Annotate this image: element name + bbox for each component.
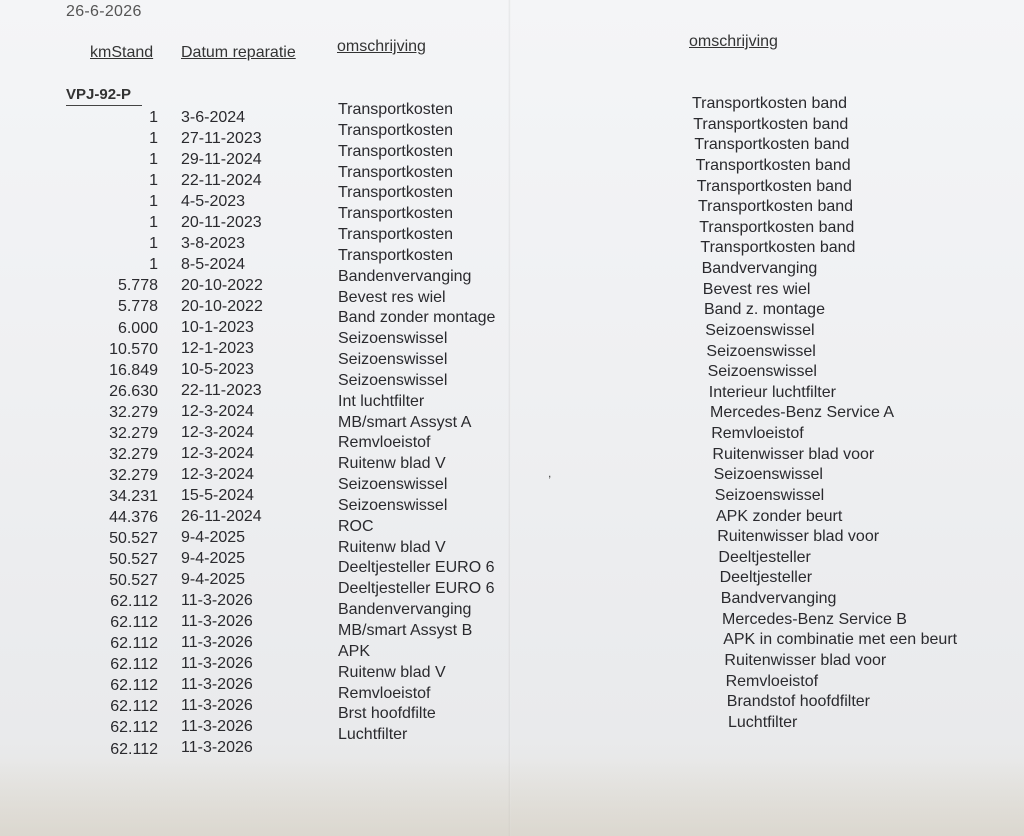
row-km: 62.112 [110, 698, 158, 716]
row-date: 9-4-2025 [181, 549, 246, 567]
row-date: 10-1-2023 [181, 318, 254, 336]
row-desc-long: Transportkosten band [700, 239, 856, 257]
row-km: 32.279 [109, 403, 158, 421]
header-omschrijving-long: omschrijving [689, 33, 778, 50]
row-km: 1 [149, 151, 158, 169]
header-kmstand: kmStand [90, 44, 154, 61]
row-date: 10-5-2023 [181, 360, 254, 378]
row-desc-short: Transportkosten [338, 101, 454, 118]
row-desc-long: Transportkosten band [698, 198, 854, 216]
row-date: 20-10-2022 [181, 276, 263, 294]
row-date: 9-4-2025 [181, 570, 246, 588]
print-date: 26-6-2026 [66, 3, 142, 20]
row-desc-short: Bandenvervanging [338, 267, 472, 285]
row-date: 22-11-2024 [181, 171, 262, 189]
header-omschrijving-short: omschrijving [337, 38, 426, 55]
row-date: 20-11-2023 [181, 213, 262, 231]
row-date: 4-5-2023 [181, 192, 246, 210]
row-km: 10.570 [109, 340, 158, 358]
row-desc-long: Mercedes-Benz Service B [722, 610, 907, 628]
row-km: 44.376 [109, 508, 158, 526]
row-desc-long: Transportkosten band [694, 136, 850, 154]
row-km: 6.000 [117, 319, 158, 337]
row-desc-long: Seizoenswissel [714, 486, 825, 504]
row-km: 1 [149, 256, 158, 274]
row-date: 11-3-2026 [181, 633, 253, 651]
row-date: 29-11-2024 [181, 150, 262, 168]
row-desc-short: Int luchtfilter [338, 392, 425, 410]
row-desc-long: Mercedes-Benz Service A [710, 404, 895, 422]
row-desc-long: Seizoenswissel [713, 466, 823, 484]
row-km: 62.112 [110, 677, 158, 695]
row-date: 11-3-2026 [181, 654, 253, 672]
row-desc-short: Bandenvervanging [338, 601, 472, 619]
row-desc-short: Deeltjesteller EURO 6 [338, 559, 495, 577]
row-desc-long: Transportkosten band [692, 95, 848, 112]
row-desc-short: Ruitenw blad V [338, 455, 446, 473]
row-km: 50.527 [109, 530, 158, 547]
row-desc-short: Brst hoofdfilte [338, 705, 436, 723]
row-date: 11-3-2026 [181, 591, 253, 609]
row-desc-long: Luchtfilter [728, 713, 798, 731]
row-date: 8-5-2024 [181, 255, 246, 273]
row-km: 62.112 [110, 740, 158, 758]
row-desc-short: Transportkosten [338, 226, 454, 244]
row-km: 1 [149, 214, 158, 232]
row-desc-short: Seizoenswissel [338, 371, 448, 389]
row-date: 20-10-2022 [181, 297, 263, 315]
license-plate: VPJ-92-P [66, 86, 142, 106]
row-date: 26-11-2024 [181, 507, 262, 525]
row-desc-long: Deeltjesteller [718, 548, 811, 566]
row-desc-short: APK [338, 642, 371, 660]
row-desc-long: Deeltjesteller [719, 569, 813, 587]
row-date: 15-5-2024 [181, 486, 254, 504]
row-desc-long: Remvloeistof [725, 672, 819, 690]
row-desc-long: Bandvervanging [720, 590, 837, 608]
row-desc-long: Transportkosten band [699, 218, 855, 236]
row-desc-short: ROC [338, 517, 374, 535]
header-datum-reparatie: Datum reparatie [181, 44, 296, 61]
row-date: 3-6-2024 [181, 109, 246, 126]
row-desc-short: Luchtfilter [338, 726, 408, 744]
row-date: 27-11-2023 [181, 129, 262, 147]
row-km: 32.279 [109, 466, 158, 484]
row-km: 26.630 [109, 382, 158, 400]
row-desc-short: Seizoenswissel [338, 476, 448, 494]
row-date: 11-3-2026 [181, 717, 253, 735]
row-km: 62.112 [110, 656, 158, 674]
row-km: 62.112 [110, 719, 158, 737]
row-date: 12-3-2024 [181, 423, 254, 441]
row-km: 1 [149, 172, 158, 190]
row-desc-long: Transportkosten band [695, 156, 851, 174]
row-desc-short: Transportkosten [338, 246, 454, 264]
row-desc-long: Ruitenwisser blad voor [724, 652, 887, 669]
row-desc-long: Ruitenwisser blad voor [712, 445, 875, 463]
row-desc-long: Bandvervanging [701, 260, 818, 278]
row-desc-short: Band zonder montage [338, 309, 496, 327]
row-desc-short: MB/smart Assyst A [338, 413, 472, 431]
row-date: 9-4-2025 [181, 528, 246, 546]
row-desc-short: Transportkosten [338, 163, 454, 181]
row-desc-long: Transportkosten band [696, 177, 852, 195]
row-date: 22-11-2023 [181, 381, 262, 399]
row-desc-short: Seizoenswissel [338, 496, 448, 514]
row-desc-long: Remvloeistof [711, 425, 804, 443]
row-km: 1 [149, 109, 158, 126]
row-desc-short: Transportkosten [338, 205, 454, 223]
row-desc-long: APK in combinatie met een beurt [723, 631, 958, 649]
row-date: 11-3-2026 [181, 696, 253, 714]
row-desc-long: Ruitenwisser blad voor [717, 528, 880, 546]
row-date: 11-3-2026 [181, 612, 253, 630]
row-km: 34.231 [109, 487, 158, 505]
row-km: 62.112 [110, 635, 158, 653]
row-desc-long: Band z. montage [704, 301, 825, 319]
row-km: 32.279 [109, 424, 158, 442]
row-km: 50.527 [109, 572, 158, 590]
row-km: 50.527 [109, 551, 158, 569]
row-date: 12-3-2024 [181, 402, 254, 420]
row-desc-long: Brandstof hoofdfilter [726, 693, 870, 711]
row-desc-short: Remvloeistof [338, 684, 431, 702]
row-desc-long: Interieur luchtfilter [708, 383, 836, 401]
row-date: 3-8-2023 [181, 234, 246, 252]
row-km: 16.849 [109, 361, 158, 379]
row-desc-long: APK zonder beurt [716, 507, 843, 525]
row-km: 1 [149, 235, 158, 253]
row-desc-short: Transportkosten [338, 121, 454, 139]
row-km: 5.778 [117, 298, 158, 316]
row-date: 11-3-2026 [181, 675, 253, 693]
row-desc-short: MB/smart Assyst B [338, 622, 473, 639]
row-desc-short: Ruitenw blad V [338, 663, 446, 681]
row-km: 62.112 [110, 614, 158, 632]
row-desc-short: Ruitenw blad V [338, 538, 446, 556]
row-desc-short: Transportkosten [338, 184, 454, 202]
row-desc-short: Transportkosten [338, 142, 454, 160]
row-date: 12-3-2024 [181, 465, 254, 483]
row-km: 1 [149, 130, 158, 148]
row-km: 62.112 [110, 593, 158, 611]
row-km: 5.778 [117, 277, 158, 295]
stray-mark: , [548, 466, 552, 480]
row-date: 12-1-2023 [181, 339, 254, 357]
row-km: 1 [149, 193, 158, 211]
row-desc-short: Remvloeistof [338, 434, 431, 452]
row-desc-long: Transportkosten band [693, 115, 849, 133]
row-desc-long: Bevest res wiel [702, 280, 811, 298]
row-desc-short: Seizoenswissel [338, 351, 448, 369]
row-date: 11-3-2026 [181, 738, 253, 756]
row-desc-long: Seizoenswissel [705, 321, 815, 339]
row-km: 32.279 [109, 445, 158, 463]
row-desc-long: Seizoenswissel [706, 342, 816, 360]
row-desc-short: Bevest res wiel [338, 288, 446, 306]
row-date: 12-3-2024 [181, 444, 254, 462]
row-desc-short: Seizoenswissel [338, 330, 448, 348]
row-desc-long: Seizoenswissel [707, 363, 817, 381]
row-desc-short: Deeltjesteller EURO 6 [338, 580, 495, 598]
